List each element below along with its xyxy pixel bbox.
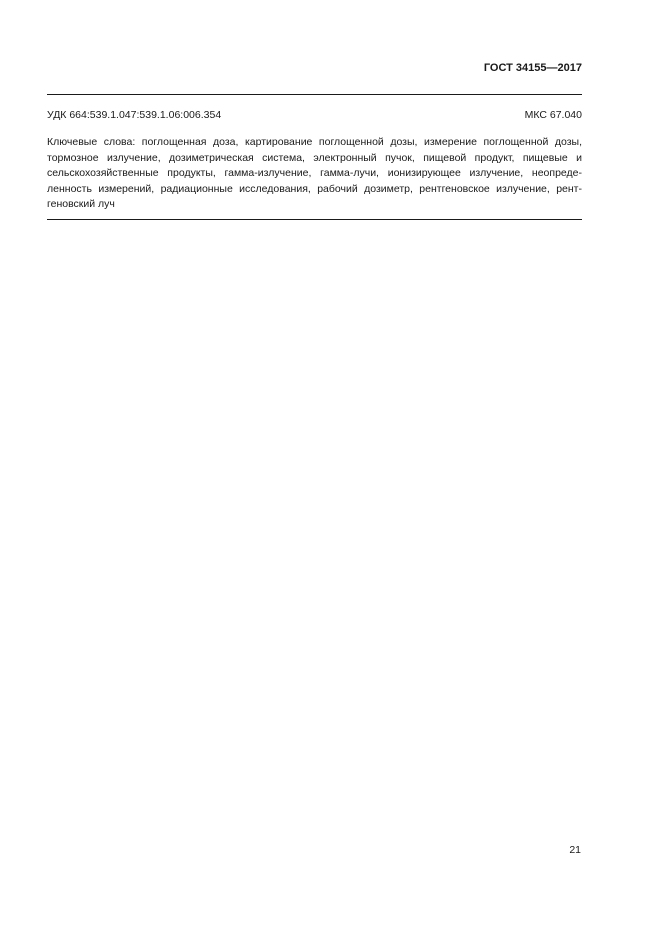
standard-designation: ГОСТ 34155—2017 xyxy=(483,62,582,74)
keywords-line: тормозное излучение, дозиметрическая система, электронный пучок, пищевой продукт, пищевые и xyxy=(47,151,582,164)
keywords-line: геновский луч xyxy=(47,198,115,210)
keywords-paragraph xyxy=(47,135,582,213)
keywords-line: ленность измерений, радиационные исследования, рабочий дозиметр, рентгеновское излучение, рент- xyxy=(47,182,582,195)
keywords-line: сельскохозяйственные продукты, гамма-излучение, гамма-лучи, ионизирующее излучение, неопреде- xyxy=(47,167,582,179)
udk-code: УДК 664:539.1.047:539.1.06:006.354 xyxy=(47,109,222,121)
classification-row xyxy=(47,108,582,122)
bottom-divider xyxy=(47,219,582,220)
top-divider xyxy=(47,94,582,95)
mks-code: МКС 67.040 xyxy=(524,109,582,121)
page-number: 21 xyxy=(569,844,581,856)
keywords-line: Ключевые слова: поглощенная доза, картирование поглощенной дозы, измерение поглощенной дозы, xyxy=(47,136,582,148)
